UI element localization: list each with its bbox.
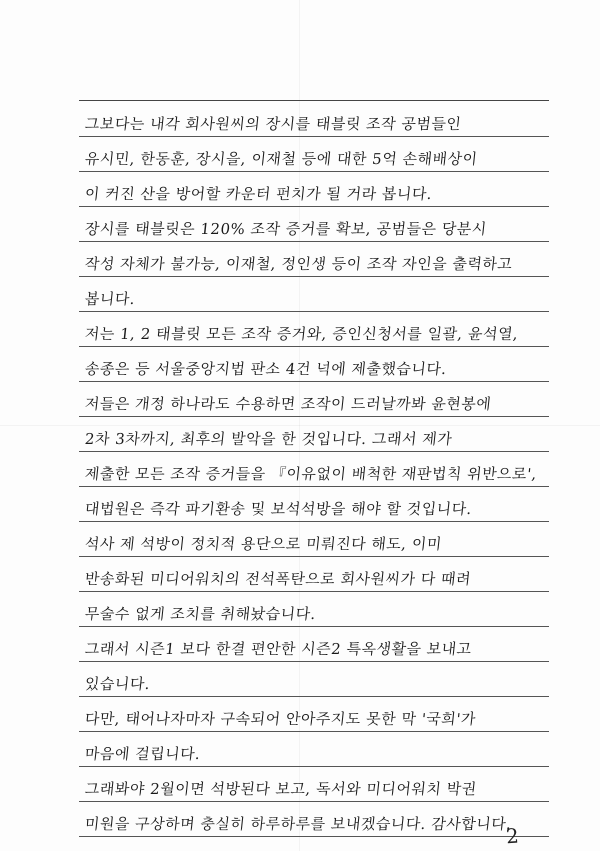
- ruled-line: [79, 696, 549, 697]
- handwritten-line: 석사 제 석방이 정치적 용단으로 미뤄진다 해도, 이미: [84, 535, 443, 553]
- ruled-line: [79, 766, 549, 767]
- ruled-line: [79, 591, 549, 592]
- handwritten-line: 그래서 시즌1 보다 한결 편안한 시즌2 특옥생활을 보내고: [84, 640, 473, 658]
- ruled-line: [79, 451, 549, 452]
- handwritten-line: 미원을 구상하며 충실히 하루하루를 보내겠습니다. 감사합니다.: [84, 815, 513, 833]
- handwritten-line: 제출한 모든 조작 증거들을 『이유없이 배척한 재판법칙 위반으로',: [84, 465, 538, 483]
- ruled-line: [79, 136, 549, 137]
- ruled-line: [79, 626, 549, 627]
- ruled-line: [79, 521, 549, 522]
- handwritten-line: 대법원은 즉각 파기환송 및 보석석방을 해야 할 것입니다.: [84, 500, 473, 518]
- handwritten-line: 송종은 등 서울중앙지법 판소 4건 넉에 제출했습니다.: [84, 360, 448, 378]
- ruled-line: [79, 731, 549, 732]
- ruled-line: [79, 556, 549, 557]
- handwritten-line: 봅니다.: [84, 290, 137, 308]
- ruled-line: [79, 836, 549, 837]
- handwritten-line: 저들은 개정 하나라도 수용하면 조작이 드러날까봐 윤현봉에: [84, 395, 493, 413]
- handwritten-line: 2차 3차까지, 최후의 발악을 한 것입니다. 그래서 제가: [84, 430, 454, 448]
- ruled-line: [79, 276, 549, 277]
- handwritten-line: 저는 1, 2 태블릿 모든 조작 증거와, 증인신청서를 일괄, 윤석열,: [84, 325, 520, 343]
- handwritten-line: 장시를 태블릿은 120% 조작 증거를 확보, 공범들은 당분시: [84, 220, 488, 238]
- ruled-line: [79, 381, 549, 382]
- ruled-line: [79, 171, 549, 172]
- ruled-line: [79, 661, 549, 662]
- ruled-line: [79, 416, 549, 417]
- handwritten-line: 그보다는 내각 회사원씨의 장시를 태블릿 조작 공범들인: [84, 115, 463, 133]
- handwritten-line: 반송화된 미디어워치의 전석폭탄으로 회사원씨가 다 때려: [84, 570, 473, 588]
- handwritten-line: 다만, 태어나자마자 구속되어 안아주지도 못한 막 '국희'가: [84, 710, 477, 728]
- handwritten-line: 유시민, 한동훈, 장시을, 이재철 등에 대한 5억 손해배상이: [84, 150, 479, 168]
- handwritten-line: 무술수 없게 조치를 취해놨습니다.: [84, 605, 317, 623]
- handwritten-line: 마음에 걸립니다.: [84, 745, 202, 763]
- handwritten-line: 작성 자체가 불가능, 이재철, 정인생 등이 조작 자인을 출력하고: [84, 255, 514, 273]
- ruled-line: [79, 241, 549, 242]
- handwritten-line: 그래봐야 2월이면 석방된다 보고, 독서와 미디어워치 박권: [84, 780, 478, 798]
- ruled-line: [79, 311, 549, 312]
- ruled-line: [79, 346, 549, 347]
- ruled-line: [79, 206, 549, 207]
- page-number: 2: [505, 823, 520, 849]
- handwritten-line: 이 커진 산을 방어할 카운터 펀치가 될 거라 봅니다.: [84, 185, 434, 203]
- ruled-line: [79, 486, 549, 487]
- ruled-sheet: [79, 100, 549, 838]
- ruled-line: [79, 801, 549, 802]
- handwritten-line: 있습니다.: [84, 675, 152, 693]
